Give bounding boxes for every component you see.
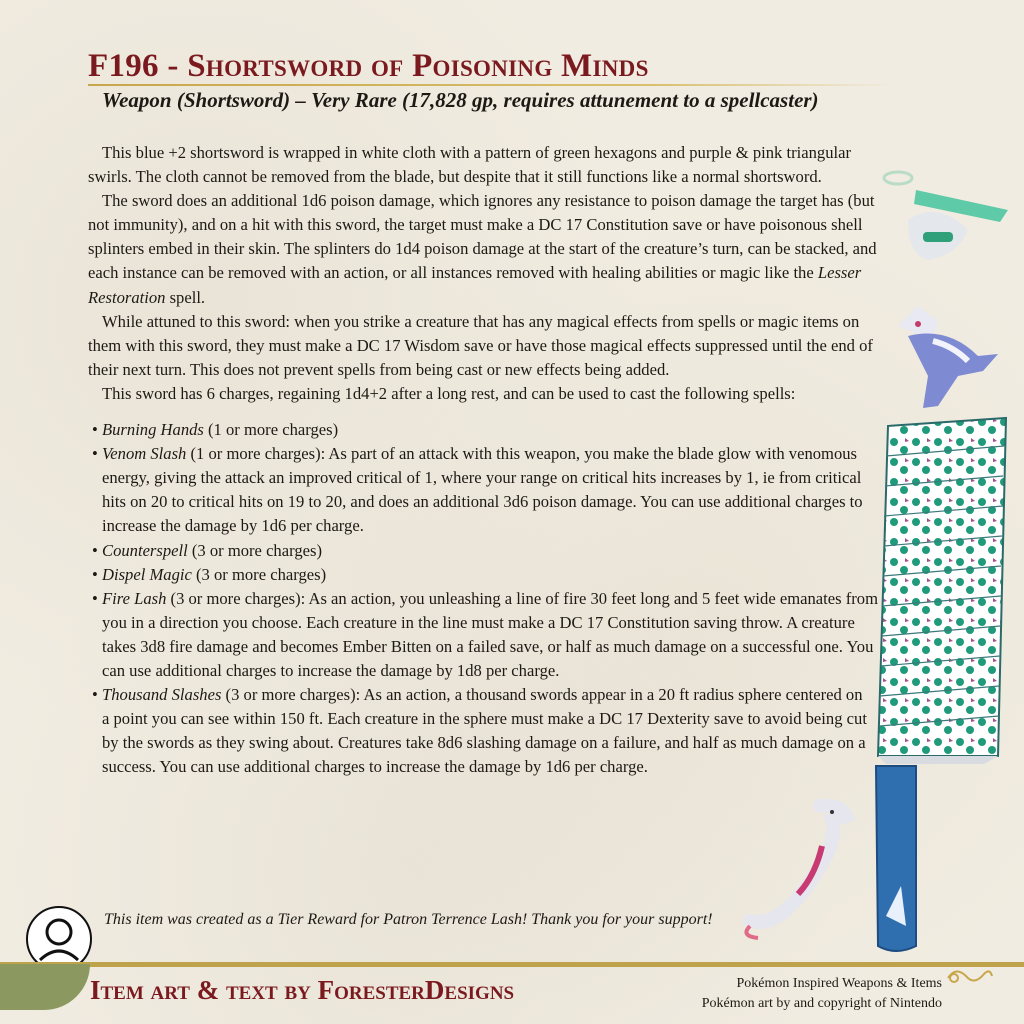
spell-text: (3 or more charges): As an action, a thousand swords appear in a 20 ft radius sphere centered on a point you can see within 150 ft. Each creature in the sphere must make a DC 17 Dexterity save to avoid being cut by the swords as they swing about. Creatures take 8d6 slashing damage on a failure, and half as much damage on a success. You can use additional charges to increase the damage by 1d6 per charge.: [102, 685, 867, 777]
paragraph-poison-text: The sword does an additional 1d6 poison damage, which ignores any resistance to poison damage the target has (but not immunity), and on a hit with this sword, the target must make a DC 17 Constitution save or have poisonous shell splinters embed in their skin. The splinters do 1d4 poison damage at the start of the creature’s turn, can be stacked, and each instance can be removed with an action, or all instances removed with healing abilities or magic like the: [88, 191, 877, 283]
author-credit: Item art & text by ForesterDesigns: [90, 975, 515, 1005]
copyright-block: [702, 974, 942, 1014]
bullet: •: [92, 420, 98, 440]
spell-name: Burning Hands: [102, 420, 204, 440]
serpent-creature-art: [740, 796, 860, 946]
spell-item: [88, 539, 878, 563]
patron-credit-note: This item was created as a Tier Reward for Patron Terrence Lash! Thank you for your support!: [104, 911, 713, 928]
paragraph-description: This blue +2 shortsword is wrapped in white cloth with a pattern of green hexagons and purple & pink triangular swirls. The cloth cannot be removed from the blade, but despite that it still functions like a normal shortsword.: [88, 143, 851, 187]
spell-item: [88, 563, 878, 587]
bullet: •: [92, 588, 98, 608]
spell-item: [88, 587, 878, 683]
bullet: •: [92, 540, 98, 560]
spell-item: [88, 683, 872, 779]
item-description: [88, 141, 878, 779]
footer-divider: [0, 962, 1024, 967]
title-divider: [88, 84, 894, 86]
leaf-ornament-icon: [0, 964, 90, 1010]
bullet: •: [92, 564, 98, 584]
paragraph-charges: This sword has 6 charges, regaining 1d4+2 after a long rest, and can be used to cast the following spells:: [102, 383, 796, 403]
spell-name: Thousand Slashes: [102, 685, 222, 705]
paragraph-poison-tail: spell.: [165, 287, 206, 307]
paragraph-attunement: While attuned to this sword: when you strike a creature that has any magical effects from spells or magic items on them with this sword, they must make a DC 17 Wisdom save or have those magical effects suppressed until the end of their next turn. This does not prevent spells from being cast or new effects being added.: [88, 311, 873, 379]
spell-text: (3 or more charges): [187, 540, 322, 560]
paragraph-poison: [88, 189, 878, 309]
item-title: F196 - Shortsword of Poisoning Minds: [88, 48, 649, 84]
floating-creature-art: [868, 160, 1018, 270]
spell-list: [88, 418, 878, 779]
spell-name: Fire Lash: [102, 588, 167, 608]
spell-text: (3 or more charges): [191, 564, 327, 584]
bullet: •: [92, 444, 98, 464]
spell-name: Venom Slash: [102, 444, 187, 464]
spell-item: [88, 442, 878, 538]
copyright-notice: Pokémon art by and copyright of Nintendo: [701, 996, 942, 1011]
spell-name: Dispel Magic: [102, 564, 192, 584]
spell-text: (1 or more charges): As part of an attack with this weapon, you make the blade glow with venomous energy, giving the attack an improved critical of 1, where your range on critical hits increases by 1, ie from critical hits on 20 to critical hits on 19 to 20, and does an additional 3d6 poison damage. You can use additional charges to increase the damage by 1d6 per charge.: [102, 444, 863, 536]
wolf-creature-art: [878, 296, 1008, 416]
spell-item: [88, 418, 878, 442]
spell-name: Counterspell: [102, 540, 188, 560]
series-name: Pokémon Inspired Weapons & Items: [736, 976, 942, 991]
shortsword-art: [866, 416, 1016, 956]
item-subtitle: Weapon (Shortsword) – Very Rare (17,828 gp, requires attunement to a spellcaster): [102, 88, 819, 112]
bullet: •: [92, 685, 98, 705]
spell-text: (1 or more charges): [203, 420, 339, 440]
spell-text: (3 or more charges): As an action, you unleashing a line of fire 30 feet long and 5 feet wide emanates from you in a direction you choose. Each creature in the line must make a DC 17 Constitution saving throw. A creature takes 3d8 fire damage and becomes Ember Bitten on a failed save, or half as much damage on a successful one. You can use additional charges to increase the damage by 1d8 per charge.: [102, 588, 878, 680]
spell-name-lesser-restoration: Lesser Restoration: [88, 263, 862, 307]
scroll-ornament-icon: [944, 966, 994, 988]
